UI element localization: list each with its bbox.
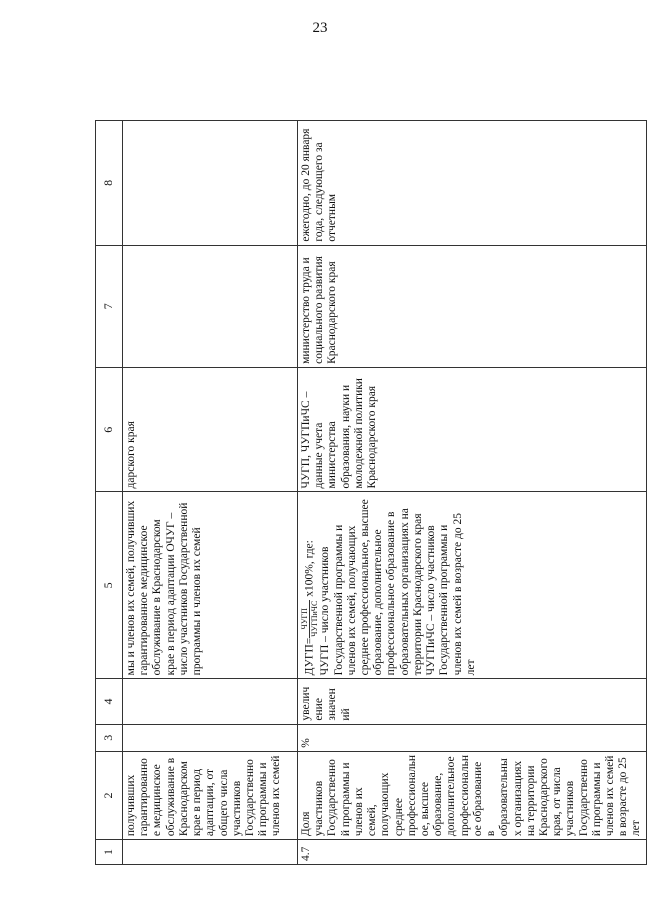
cont-cell-method: мы и членов их семей, получивших гарантированное медицинское обслуживание в Краснодарском крае в период адаптации ОЧУГ – число участников Государственной программы и членов их семей	[123, 492, 298, 679]
header-cell-5: 5	[96, 492, 123, 679]
header-cell-2: 2	[96, 751, 123, 839]
table-row-continuation	[123, 121, 298, 865]
formula-denominator: ЧУГПиЧС	[310, 600, 320, 637]
formula-numerator: ЧУГП	[300, 600, 310, 638]
formula-definitions: ЧУГП – число участников Государственной программы и членов их семей, получающих среднее профессиональное, высшее образование, дополнительное профессиональное образование в образовательных организациях на территории Краснодарского края ЧУГПиЧС – число участников Государственной программы и членов их семей в возрасте до 25 лет	[319, 499, 477, 676]
row-number: 4.7	[298, 840, 647, 865]
unit-cell: %	[298, 724, 647, 751]
cont-cell-indicator: получивших гарантированное медицинское обслуживание в Краснодарском крае в период адаптации, от общего числа участников Государственной программы и членов их семей	[123, 751, 298, 839]
header-cell-1: 1	[96, 840, 123, 865]
cont-cell-number	[123, 840, 298, 865]
header-cell-6: 6	[96, 367, 123, 492]
page-number: 23	[312, 20, 328, 36]
header-cell-4: 4	[96, 679, 123, 724]
data-source: ЧУГП, ЧУГПиЧС – данные учета министерства образования, науки и молодежной политики Краснодарского края	[298, 367, 647, 492]
formula-fraction	[300, 600, 319, 638]
indicator-name: Доля участников Государственной программы и членов их семей, получающих среднее профессиональное, высшее образование, дополнительное профессиональное образование в образовательных организациях на территории Краснодарского края, от числа участников Государственной программы и членов их семей в возрасте до 25 лет	[298, 751, 647, 839]
cont-cell-trend	[123, 679, 298, 724]
rotated-table-frame	[95, 120, 643, 865]
indicator-table	[95, 120, 647, 865]
table-header-row	[96, 121, 123, 865]
responsible-body: министерство труда и социального развития Краснодарского края	[298, 245, 647, 367]
trend-cell: увеличение значений	[298, 679, 647, 724]
header-cell-7: 7	[96, 245, 123, 367]
header-cell-8: 8	[96, 121, 123, 246]
table-row-4-7	[298, 121, 647, 865]
cont-cell-responsible	[123, 245, 298, 367]
reporting-deadline: ежегодно, до 20 января года, следующего за отчетным	[298, 121, 647, 246]
calculation-method	[298, 492, 647, 679]
header-cell-3: 3	[96, 724, 123, 751]
formula-suffix: х100%, где:	[303, 540, 316, 600]
cont-cell-deadline	[123, 121, 298, 246]
cont-cell-source: дарского края	[123, 367, 298, 492]
formula-prefix: ДУГП=	[303, 637, 316, 676]
cont-cell-unit	[123, 724, 298, 751]
